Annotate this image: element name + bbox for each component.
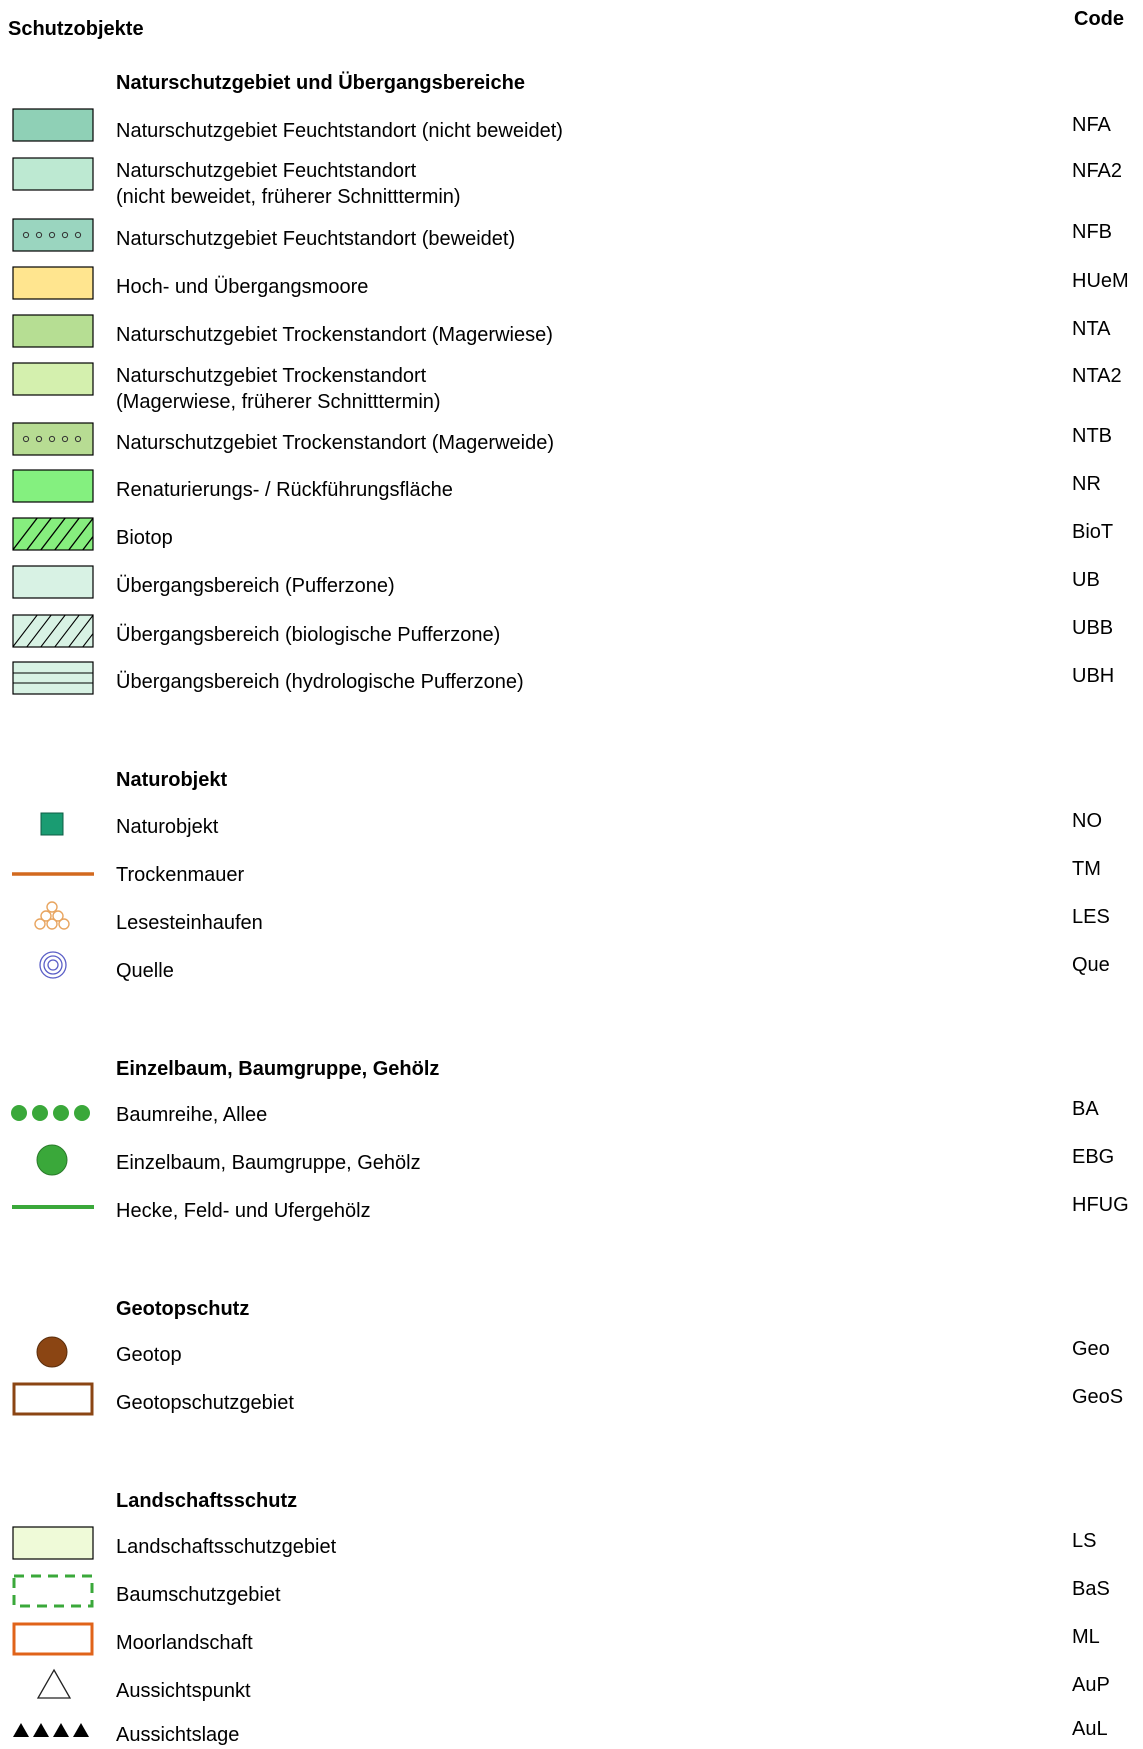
legend-code: UBB <box>1072 617 1114 639</box>
code-column-header: Code <box>1074 8 1124 30</box>
legend-label: Lesesteinhaufen <box>116 912 263 934</box>
dashed-area-icon <box>12 1574 94 1608</box>
legend-label-line2: (Magerwiese, früherer Schnitttermin) <box>116 391 441 413</box>
legend-label: Naturschutzgebiet Feuchtstandort (nicht beweidet) <box>116 120 563 142</box>
legend-label: Quelle <box>116 960 174 982</box>
section-title-geotopschutz: Geotopschutz <box>116 1298 250 1320</box>
legend-code: LS <box>1072 1530 1097 1552</box>
legend-code: UBH <box>1072 665 1115 687</box>
legend-code: NFA <box>1072 114 1111 136</box>
legend-label: Naturschutzgebiet Feuchtstandort <box>116 160 417 182</box>
legend-code: Que <box>1072 954 1110 976</box>
tree-row-dots-icon <box>10 1104 94 1122</box>
legend-label: Biotop <box>116 527 173 549</box>
legend-code: NR <box>1072 473 1101 495</box>
legend-label: Baumreihe, Allee <box>116 1104 268 1126</box>
legend-code: BaS <box>1072 1578 1110 1600</box>
legend-label: Naturschutzgebiet Trockenstandort (Magerwiese) <box>116 324 553 346</box>
legend-label: Renaturierungs- / Rückführungsfläche <box>116 479 453 501</box>
legend-code: NFA2 <box>1072 160 1123 182</box>
legend-label: Aussichtspunkt <box>116 1680 251 1702</box>
landscape-area-icon <box>12 1526 94 1560</box>
nfa-swatch-icon <box>12 108 94 142</box>
legend-code: UB <box>1072 569 1100 591</box>
legend-code: NTA <box>1072 318 1111 340</box>
trockenmauer-line-icon <box>12 871 94 877</box>
legend-label: Übergangsbereich (biologische Pufferzone) <box>116 624 501 646</box>
huem-swatch-icon <box>12 266 94 300</box>
naturobjekt-square-icon <box>40 812 64 836</box>
nta2-swatch-icon <box>12 362 94 396</box>
section-title-naturobjekt: Naturobjekt <box>116 769 228 791</box>
legend-label-line2: (nicht beweidet, früherer Schnitttermin) <box>116 186 461 208</box>
biotop-hatch-icon <box>12 517 94 551</box>
legend-label: Übergangsbereich (hydrologische Pufferzone) <box>116 671 524 693</box>
section-title-naturschutzgebiet: Naturschutzgebiet und Übergangsbereiche <box>116 72 525 94</box>
legend-code: TM <box>1072 858 1101 880</box>
legend-label: Naturschutzgebiet Trockenstandort (Magerweide) <box>116 432 554 454</box>
legend-label: Übergangsbereich (Pufferzone) <box>116 575 395 597</box>
legend-code: EBG <box>1072 1146 1115 1168</box>
moorland-outline-icon <box>12 1622 94 1656</box>
legend-label: Hecke, Feld- und Ufergehölz <box>116 1200 371 1222</box>
legend-label: Einzelbaum, Baumgruppe, Gehölz <box>116 1152 421 1174</box>
page-title: Schutzobjekte <box>8 18 144 40</box>
legend-code: AuL <box>1072 1718 1108 1740</box>
legend-label: Landschaftsschutzgebiet <box>116 1536 337 1558</box>
legend-code: NFB <box>1072 221 1112 243</box>
legend-label: Aussichtslage <box>116 1724 240 1746</box>
ubb-hatch-icon <box>12 614 94 648</box>
legend-code: BA <box>1072 1098 1099 1120</box>
nta-swatch-icon <box>12 314 94 348</box>
viewpoint-triangles-icon <box>12 1722 94 1738</box>
tree-circle-icon <box>36 1144 68 1176</box>
nfb-dotted-swatch-icon <box>12 218 94 252</box>
nfa2-swatch-icon <box>12 157 94 191</box>
legend-label: Naturschutzgebiet Feuchtstandort (beweidet) <box>116 228 516 250</box>
nr-swatch-icon <box>12 469 94 503</box>
legend-code: HFUG <box>1072 1194 1129 1216</box>
legend-code: BioT <box>1072 521 1114 543</box>
legend-label: Moorlandschaft <box>116 1632 253 1654</box>
legend-code: NO <box>1072 810 1102 832</box>
legend-label: Trockenmauer <box>116 864 245 886</box>
hedge-line-icon <box>12 1204 94 1210</box>
geotop-circle-icon <box>36 1336 68 1368</box>
ubh-lines-icon <box>12 661 94 695</box>
legend-label: Baumschutzgebiet <box>116 1584 281 1606</box>
legend-code: NTB <box>1072 425 1112 447</box>
legend-code: GeoS <box>1072 1386 1124 1408</box>
spring-circles-icon <box>38 950 68 980</box>
legend-code: HUeM <box>1072 270 1129 292</box>
legend-code: AuP <box>1072 1674 1110 1696</box>
viewpoint-triangle-icon <box>36 1668 72 1700</box>
legend-label: Naturobjekt <box>116 816 219 838</box>
legend-code: LES <box>1072 906 1110 928</box>
legend-label: Naturschutzgebiet Trockenstandort <box>116 365 427 387</box>
legend-label: Geotopschutzgebiet <box>116 1392 294 1414</box>
section-title-einzelbaum: Einzelbaum, Baumgruppe, Gehölz <box>116 1058 440 1080</box>
stone-pile-icon <box>30 900 74 930</box>
legend-code: Geo <box>1072 1338 1110 1360</box>
legend-label: Geotop <box>116 1344 182 1366</box>
legend-code: ML <box>1072 1626 1100 1648</box>
legend-code: NTA2 <box>1072 365 1122 387</box>
ntb-dotted-swatch-icon <box>12 422 94 456</box>
legend-label: Hoch- und Übergangsmoore <box>116 276 369 298</box>
section-title-landschaftsschutz: Landschaftsschutz <box>116 1490 298 1512</box>
geotop-area-outline-icon <box>12 1382 94 1416</box>
ub-swatch-icon <box>12 565 94 599</box>
